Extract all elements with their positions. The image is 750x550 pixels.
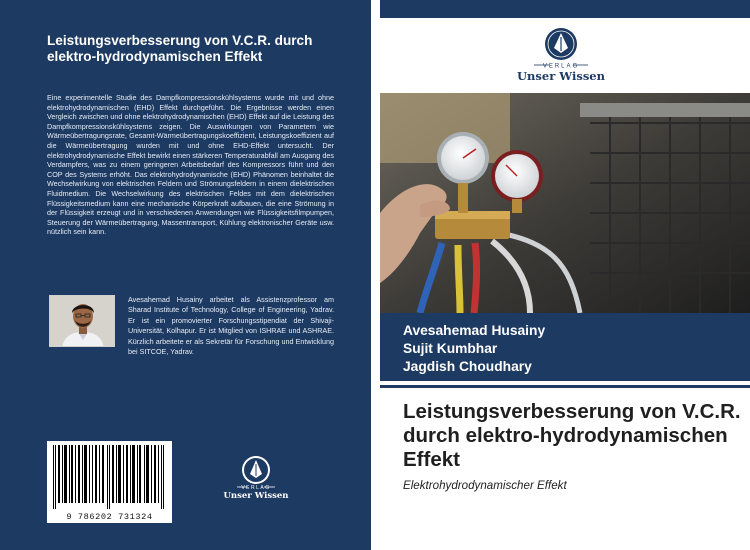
cover-photo-manifold-gauges: [380, 93, 750, 313]
publisher-logo-back: [220, 453, 292, 505]
authors-panel: [380, 313, 750, 381]
front-cover-subtitle: Elektrohydrodynamischer Effekt: [403, 479, 567, 492]
publisher-emblem-icon: [220, 453, 292, 491]
author-name-3: Jagdish Choudhary: [403, 359, 532, 374]
front-divider: [380, 385, 750, 388]
publisher-name-front: Unser Wissen: [517, 69, 605, 83]
author-name-1: Avesahemad Husainy: [403, 323, 546, 338]
isbn-number: 9 786202 731324: [66, 512, 153, 522]
publisher-name-back: Unser Wissen: [223, 491, 289, 501]
author-photo: [49, 295, 115, 347]
publisher-emblem-icon: [516, 27, 606, 69]
front-cover: [380, 0, 750, 550]
publisher-tagline-front: VERLAG: [542, 63, 580, 69]
back-cover: [0, 0, 371, 550]
author-name-2: Sujit Kumbhar: [403, 341, 498, 356]
publisher-logo-front: [516, 27, 606, 87]
back-cover-description: Eine experimentelle Studie des Dampfkompressionskühlsystems wurde mit und ohne elektrohydrodynamischen (EHD) Effekt durchgeführt. Die Ergebnisse werden einen Vergleich zwischen und ohne elektrohydrodynamischen (EHD) Effekt auf die Leistung des Dampfkompressionskühlsystems zeigen. Die Auswirkungen von Parametern wie Wärmeübertragungsrate, Gesamt-Wärmeübertragungskoeffizient, Leistungskoeffizient auf die Wärmeübertragung wurden mit und ohne EHD-Effekt untersucht. Der elektrohydrodynamische Effekt bewirkt einen stärkeren Temperaturabfall am Ausgang des Verdampfers, was zu einem geringeren Arbeitsbedarf des Kompressors führt und den COP des Systems erhöht. Das elektrohydrodynamische (EHD) Phänomen beinhaltet die Wechselwirkung von elektrischen Feldern und Strömungsfeldern in einem dielektrischen Fluidmedium. Die Wechselwirkung des elektrischen Feldes mit dem dielektrischen Flüssigkeitsmedium kann eine mechanische Körperkraft aufbauen, die eine Strömung in der Flüssigkeit erzeugt und in verschiedenen Anwendungen wie Flüssigkeitsfilmpumpen, Steuerung der Wärmeübertragung, Massentransport, Kühlung elektronischer Geräte usw. nützlich sein kann.: [47, 93, 334, 237]
barcode-bars: [51, 445, 168, 509]
back-cover-title: Leistungsverbesserung von V.C.R. durch elektro-hydrodynamischen Effekt: [47, 33, 313, 64]
author-bio: Avesahemad Husainy arbeitet als Assistenzprofessor am Sharad Institute of Technology, College of Engineering, Yadrav. Er ist ein promovierter Forschungsstipendiat der Shivaji-Universität, Kolhapur. Er ist Mitglied von ISHRAE und ASHRAE. Kürzlich arbeitete er als Sekretär für Forschung und Entwicklung bei SITCOE, Yadrav.: [128, 295, 334, 357]
isbn-barcode: [47, 441, 172, 523]
publisher-tagline-back: VERLAG: [241, 485, 271, 491]
front-cover-title: Leistungsverbesserung von V.C.R. durch elektro-hydrodynamischen Effekt: [403, 400, 741, 471]
front-top-band: [380, 0, 750, 18]
